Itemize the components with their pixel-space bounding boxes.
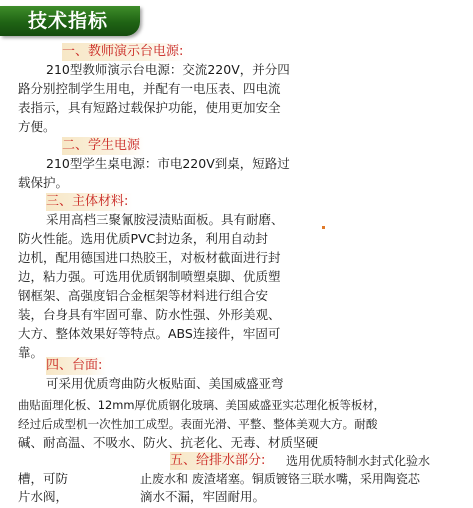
- section-heading-main-material: 三、主体材料:: [46, 193, 132, 211]
- section-heading-tail: 选用优质特制水封式化验水: [286, 454, 431, 468]
- section-text-line: 防火性能。选用优质PVC封边条，利用自动封: [18, 231, 268, 246]
- section-text-line: 采用高档三聚氰胺浸渍贴面板。具有耐磨、: [46, 212, 284, 227]
- banner-title: 技术指标: [28, 10, 109, 32]
- section-text-line: 装，台身具有牢固可靠、防水性强、外形美观、: [18, 307, 281, 322]
- section-text-line: 片水阀，: [18, 489, 69, 504]
- section-text-line: 经过后成型机一次性加工成型。表面光滑、平整、整体美观大方。耐酸: [18, 417, 378, 431]
- section-heading-tabletop: 四、台面:: [46, 357, 106, 375]
- section-text-line: 止废水和 废渣堵塞。铜质镀铬三联水嘴，采用陶瓷芯: [140, 472, 420, 486]
- section-text-line: 钢框架、高强度铝合金框架等材料进行组合安: [18, 288, 269, 303]
- section-text-line: 边机，配用德国进口热胶王，对板材截面进行封: [18, 250, 281, 265]
- section-heading-teacher-power: 一、教师演示台电源:: [62, 43, 187, 61]
- section-text-line: 槽，可防: [18, 471, 69, 486]
- section-text-line: 方便。: [18, 119, 56, 134]
- section-text-line: 载保护。: [18, 175, 69, 190]
- section-text-line: 边，粘力强。可选用优质钢制喷塑桌脚、优质塑: [18, 269, 281, 284]
- section-text-line: 210型学生桌电源：市电220V到桌，短路过: [46, 156, 290, 171]
- section-text-line: 表指示，具有短路过载保护功能，使用更加安全: [18, 100, 281, 115]
- section-text-line: 滴水不漏，牢固耐用。: [140, 489, 266, 504]
- section-banner: [0, 6, 140, 36]
- section-text-line: 靠。: [18, 345, 44, 360]
- section-text-line: 大方、整体效果好等特点。ABS连接件，牢固可: [18, 326, 281, 341]
- section-heading-student-power: 二、学生电源: [62, 137, 144, 155]
- section-text-line: 210型教师演示台电源：交流220V，并分四: [46, 62, 290, 77]
- decorative-dot: [322, 226, 325, 229]
- section-heading-water: 五、给排水部分:: [170, 452, 269, 470]
- section-text-line: 曲贴面理化板、12mm厚优质钢化玻璃、美国威盛亚实芯理化板等板材，: [18, 398, 386, 412]
- section-text-line: 碱、耐高温、不吸水、防火、抗老化、无毒、材质坚硬: [18, 435, 319, 450]
- section-text-line: 路分别控制学生用电，并配有一电压表、四电流: [18, 81, 281, 96]
- section-text-line: 可采用优质弯曲防火板贴面、美国威盛亚弯: [46, 376, 284, 391]
